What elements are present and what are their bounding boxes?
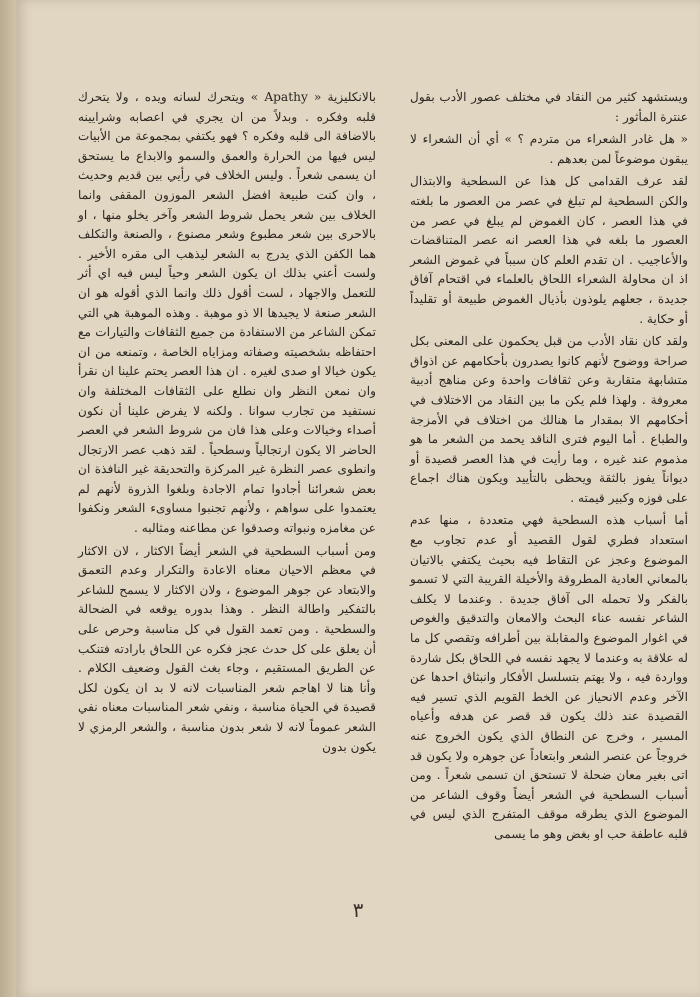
paragraph: أما أسباب هذه السطحية فهي متعددة ، منها عدم استعداد فطري لقول القصيد أو عدم تجاوب مع الموضوع وعجز عن التقاط فيه بحيث يكتفي بالاتيان بالمعاني العادية المطروقة والأخيلة القريبة التي لا تسمو بالفكر ولا تحمله الى آفاق جديدة . وعندما لا يكلف الشاعر نفسه عناء البحث والامعان والتدقيق والغوص في اغوار الموضوع والمقابلة بين أطرافه وتقصي كل ما له علاقة به وعندما لا يجهد نفسه في اللحاق بكل شاردة وواردة فيه ، ولا يهتم بتسلسل الأفكار وانبثاق احدها عن الآخر وعدم الانحياز عن الخط القويم الذي تسير فيه القصيدة عند ذلك يكون قد قصر عن هدفه وأعياه المسير ، وخرج عن النطاق الذي يكون الخروج عنه خروجاً عن عنصر الشعر وابتعاداً عن جوهره ولا يكون قد اتى بغير معان ضحلة لا تستحق ان تسمى شعراً . ومن أسباب السطحية في الشعر أيضاً وقوف الشاعر من الموضوع الذي يطرقه موقف المتفرج الذي ليس في قلبه عاطفة حب او بغض وهو ما يسمى <box>410 513 688 841</box>
page-binding-edge <box>0 0 16 997</box>
paragraph: لقد عرف القدامى كل هذا عن السطحية والابتذال والكن السطحية لم تبلغ في عصر من العصور ما بلغته في هذا العصر ، كان الغموض لم يبلغ في عصر من العصور ما بلغه في هذا العصر انه عصر المتناقضات والأعاجيب . ان تقدم العلم كان سبباً في غموض الشعر اذ ان محاولة الشعراء اللحاق بالعلماء في اقتحام آفاق جديدة ، جعلهم يلوذون بأذيال الغموض طبيعة أو تقليداً أو حكاية . <box>410 174 688 326</box>
right-text-column <box>410 88 688 848</box>
left-text-column <box>78 88 376 760</box>
paragraph: « هل غادر الشعراء من متردم ؟ » أي أن الشعراء لا يبقون موضوعاً لمن بعدهم . <box>410 132 688 166</box>
paragraph: بالانكليزية « Apathy » ويتحرك لسانه ويده ، ولا يتحرك قلبه وفكره . وبدلاً من ان يجري في اعصابه وشرايينه بالاضافة الى قلبه وفكره ؟ فهو يكتفي بمجموعة من الأبيات ليس فيها من الحرارة والعمق والسمو والابداع ما يستحق ان يسمى شعراً . وليس الخلاف في رأيي بين قديم وحديث ، وان كنت طبيعة افضل الشعر الموزون المقفى وانما الخلاف بين شعر يحمل شروط الشعر وآخر يخلو منها ، او بالاحرى بين شعر مطبوع وشعر مصنوع ، والصنعة والتكلف هما الكفن الذي يدرج به الشعر ليذهب الى مقره الأخير . ولست أعني بذلك ان يكون الشعر وحياً ليس فيه اي أثر للتعمل والاجهاد ، لست أقول ذلك وانما الذي أقوله هو ان الشعر صنعة لا يجيدها الا ذو موهبة . وهذه الموهبة هي التي تمكن الشاعر من الاستفادة من جميع الثقافات والتيارات مع احتفاظه بشخصيته وصفاته ومزاياه الخاصة ، وتمنعه من ان يكون خيالا او صدى لغيره . ان هذا العصر يحتم علينا ان نقرأ وان نمعن النظر وان نطلع على الثقافات المختلفة وان نستفيد من تجارب سوانا . ولكنه لا يفرض علينا أن نكون أصداء وخيالات وعلى هذا فان من شروط الشعر في العصر الحاضر الا يكون ارتجالياً وسطحياً . لقد ذهب عصر الارتجال وانطوى عصر النظرة غير المركزة والتحديقة غير النافذة ان بعض شعرائنا أجادوا تمام الاجادة وبلغوا الذروة لأنهم لم يعتمدوا على سواهم ، ولأنهم تجنبوا مساوىء الشعر ونكفوا عن مغامزه ونبواته وصدقوا عن مطاعنه ومثالبه . <box>78 90 376 536</box>
page-number: ٣ <box>352 898 364 922</box>
paragraph: ومن أسباب السطحية في الشعر أيضاً الاكثار ، لان الاكثار في معظم الاحيان معناه الاعادة والتكرار وعدم التعمق والابتعاد عن جوهر الموضوع ، ولان الاكثار لا يسمح للشاعر بالتفكير واطالة النظر . وهذا بدوره يوقعه في الضحالة والسطحية . ومن تعمد القول في كل مناسبة وحرص على أن يعلق على كل حدث عجز فكره عن اللحاق بارادته فتنكب عن الطريق المستقيم ، وجاء بغث القول وضعيف الكلام . وأنا هنا لا اهاجم شعر المناسبات لانه لا بد ان يكون لكل قصيدة في الحياة مناسبة ، ونفي شعر المناسبات معناه نفي الشعر عموماً لانه لا شعر بدون مناسبة ، والشعر الرمزي لا يكون بدون <box>78 543 376 754</box>
paragraph: ولقد كان نقاد الأدب من قبل يحكمون على المعنى بكل صراحة ووضوح لأنهم كانوا يصدرون بأحكامهم عن اذواق متشابهة متقاربة وعن ثقافات واحدة وعن مناهج أدبية معروفة . ولهذا فلم يكن ما بين النقاد من الاختلاف في أحكامهم الا بمقدار ما هنالك من اختلاف في الأمزجة والطباع . أما اليوم فترى الناقد يحمد من الشعر ما هو مذموم عند غيره ، وما رأيت في هذا العصر قصيدة أو ديواناً يفوز بالثقة ويحظى بالتأييد ويكون هناك اجماع على فوزه وكبير قيمته . <box>410 334 688 505</box>
paragraph: ويستشهد كثير من النقاد في مختلف عصور الأدب بقول عنترة المأثور : <box>410 90 688 124</box>
book-page <box>16 0 700 997</box>
